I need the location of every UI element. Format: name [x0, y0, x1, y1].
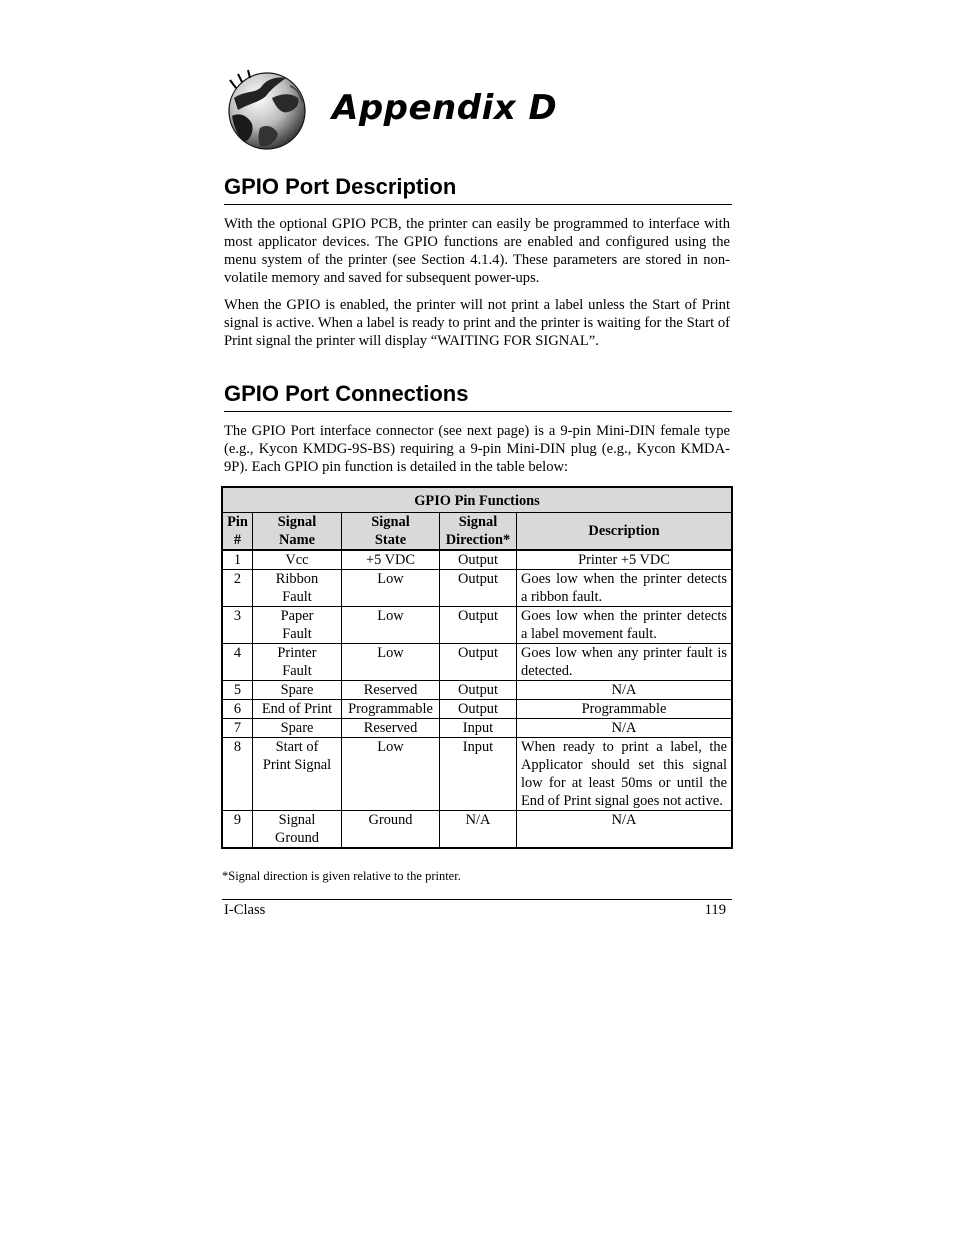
description-cell: Goes low when the printer detects a ribbon fault.: [517, 570, 733, 607]
table-row: [222, 644, 732, 681]
header-description: Description: [517, 513, 733, 551]
pin-cell: 3: [222, 607, 253, 644]
signal-name-cell: End of Print: [253, 700, 342, 719]
pin-cell: 4: [222, 644, 253, 681]
signal-direction-cell: Output: [440, 644, 517, 681]
signal-state-cell: +5 VDC: [342, 550, 440, 570]
signal-direction-cell: Output: [440, 607, 517, 644]
pin-cell: 7: [222, 719, 253, 738]
pin-cell: 1: [222, 550, 253, 570]
page-header: [226, 68, 746, 158]
pin-cell: 6: [222, 700, 253, 719]
signal-state-cell: Low: [342, 607, 440, 644]
globe-logo-icon: [226, 68, 308, 154]
signal-state-cell: Low: [342, 644, 440, 681]
header-signal-name: Signal Name: [253, 513, 342, 551]
description-cell: Goes low when the printer detects a label movement fault.: [517, 607, 733, 644]
header-pin: Pin #: [222, 513, 253, 551]
footer-product-name: I-Class: [224, 902, 266, 918]
description-cell: Printer +5 VDC: [517, 550, 733, 570]
signal-state-cell: Reserved: [342, 681, 440, 700]
table-caption: GPIO Pin Functions: [222, 487, 732, 513]
description-cell: Goes low when any printer fault is detected.: [517, 644, 733, 681]
description-paragraph-2: When the GPIO is enabled, the printer will not print a label unless the Start of Print signal is active. When a label is ready to print and the printer is waiting for the Start of Print signal the printer will display “WAITING FOR SIGNAL”.: [224, 297, 730, 349]
signal-name-cell: Start of Print Signal: [253, 738, 342, 811]
section-title-connections: GPIO Port Connections: [224, 381, 732, 412]
description-cell: N/A: [517, 719, 733, 738]
section-title-description: GPIO Port Description: [224, 174, 732, 205]
table-row: [222, 738, 732, 811]
signal-name-cell: Printer Fault: [253, 644, 342, 681]
signal-state-cell: Ground: [342, 811, 440, 849]
pin-cell: 8: [222, 738, 253, 811]
signal-direction-cell: Output: [440, 550, 517, 570]
pin-cell: 2: [222, 570, 253, 607]
signal-direction-cell: Input: [440, 738, 517, 811]
table-row: [222, 607, 732, 644]
appendix-title: Appendix D: [332, 88, 558, 128]
description-cell: N/A: [517, 811, 733, 849]
table-footnote: *Signal direction is given relative to the printer.: [222, 869, 461, 883]
gpio-pin-functions-table: [221, 486, 733, 849]
signal-name-cell: Ribbon Fault: [253, 570, 342, 607]
signal-direction-cell: Output: [440, 681, 517, 700]
table-row: [222, 681, 732, 700]
signal-name-cell: Spare: [253, 681, 342, 700]
signal-name-cell: Vcc: [253, 550, 342, 570]
header-signal-state: Signal State: [342, 513, 440, 551]
table-row: [222, 550, 732, 570]
connections-paragraph: The GPIO Port interface connector (see next page) is a 9-pin Mini-DIN female type (e.g., Kycon KMDG-9S-BS) requiring a 9-pin Mini-DIN plug (e.g., Kycon KMDA-9P). Each GPIO pin function is detailed in the table below:: [224, 423, 730, 475]
table-row: [222, 570, 732, 607]
description-cell: Programmable: [517, 700, 733, 719]
signal-direction-cell: Input: [440, 719, 517, 738]
description-cell: N/A: [517, 681, 733, 700]
footer-divider: [222, 899, 732, 900]
page-number: 119: [704, 902, 726, 918]
signal-state-cell: Low: [342, 570, 440, 607]
signal-direction-cell: Output: [440, 570, 517, 607]
signal-state-cell: Low: [342, 738, 440, 811]
signal-direction-cell: Output: [440, 700, 517, 719]
signal-state-cell: Programmable: [342, 700, 440, 719]
description-paragraph-1: With the optional GPIO PCB, the printer can easily be programmed to interface with most applicator devices. The GPIO functions are enabled and configured using the menu system of the printer (see Section 4.1.4). These parameters are stored in non-volatile memory and saved for subsequent power-ups.: [224, 216, 730, 286]
table-row: [222, 700, 732, 719]
signal-name-cell: Paper Fault: [253, 607, 342, 644]
table-row: [222, 719, 732, 738]
pin-cell: 5: [222, 681, 253, 700]
table-row: [222, 811, 732, 849]
signal-name-cell: Spare: [253, 719, 342, 738]
pin-cell: 9: [222, 811, 253, 849]
signal-state-cell: Reserved: [342, 719, 440, 738]
signal-name-cell: Signal Ground: [253, 811, 342, 849]
description-cell: When ready to print a label, the Applicator should set this signal low for at least 50ms or until the End of Print signal goes not active.: [517, 738, 733, 811]
header-signal-direction: Signal Direction*: [440, 513, 517, 551]
signal-direction-cell: N/A: [440, 811, 517, 849]
